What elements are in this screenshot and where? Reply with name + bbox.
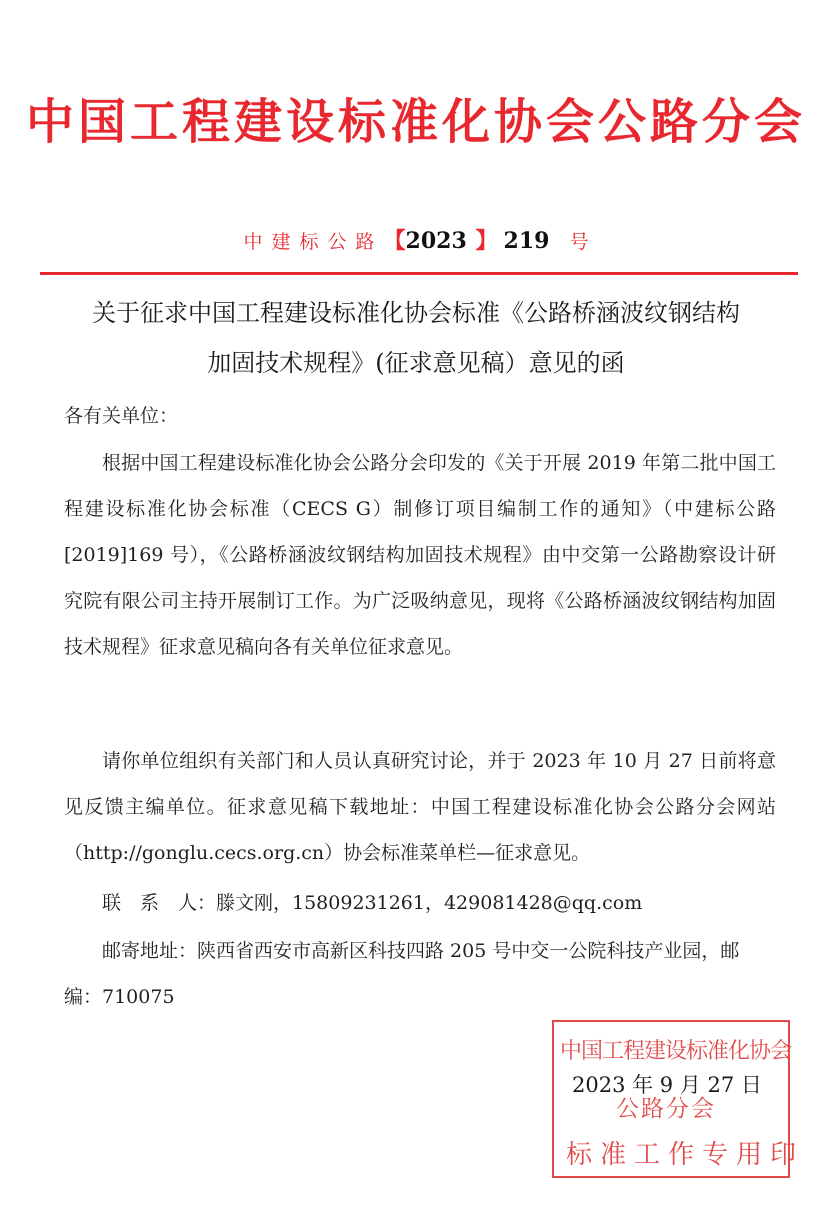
contact-line: 联 系 人：滕文刚，15809231261，429081428@qq.com	[102, 892, 643, 914]
body-paragraph-1: 根据中国工程建设标准化协会公路分会印发的《关于开展 2019 年第二批中国工程建设标准化协会标准（CECS G）制修订项目编制工作的通知》（中建标公路[2019]169 号），《公路桥涵波纹钢结构加固技术规程》由中交第一公路勘察设计研究院有限公司主持开展制订工作。为广泛吸纳意见，现将《公路桥涵波纹钢结构加固技术规程》征求意见稿向各有关单位征求意见。	[64, 452, 776, 658]
seal-line-3: 标准工作专用印	[566, 1140, 805, 1170]
organization-title: 中国工程建设标准化协会公路分会	[25, 94, 806, 150]
body-paragraph-2: 请你单位组织有关部门和人员认真研究讨论，并于 2023 年 10 月 27 日前将意见反馈主编单位。征求意见稿下载地址：中国工程建设标准化协会公路分会网站（http://gonglu.cecs.org.cn）协会标准菜单栏—征求意见。	[64, 750, 776, 864]
doc-number-year: 2023	[405, 228, 467, 254]
salutation: 各有关单位：	[64, 405, 179, 427]
header-divider	[40, 272, 798, 275]
mail-address: 邮寄地址：陕西省西安市高新区科技四路 205 号中交一公院科技产业园，邮编：710075	[64, 940, 740, 1008]
seal-line-2: 公路分会	[616, 1096, 716, 1122]
subject-line-2: 加固技术规程》(征求意见稿）意见的函	[207, 349, 625, 377]
doc-number-prefix: 中建标公路	[243, 231, 384, 253]
letter-subject	[60, 288, 772, 388]
doc-number-close-bracket: 】	[475, 228, 498, 254]
doc-number-suffix: 号	[569, 231, 589, 253]
subject-line-1: 关于征求中国工程建设标准化协会标准《公路桥涵波纹钢结构	[92, 299, 740, 327]
doc-number-open-bracket: 【	[383, 228, 406, 254]
doc-number-serial: 219	[503, 228, 550, 254]
seal-line-1: 中国工程建设标准化协会	[560, 1039, 792, 1064]
issue-date: 2023 年 9 月 27 日	[572, 1073, 762, 1097]
document-number	[0, 226, 832, 257]
